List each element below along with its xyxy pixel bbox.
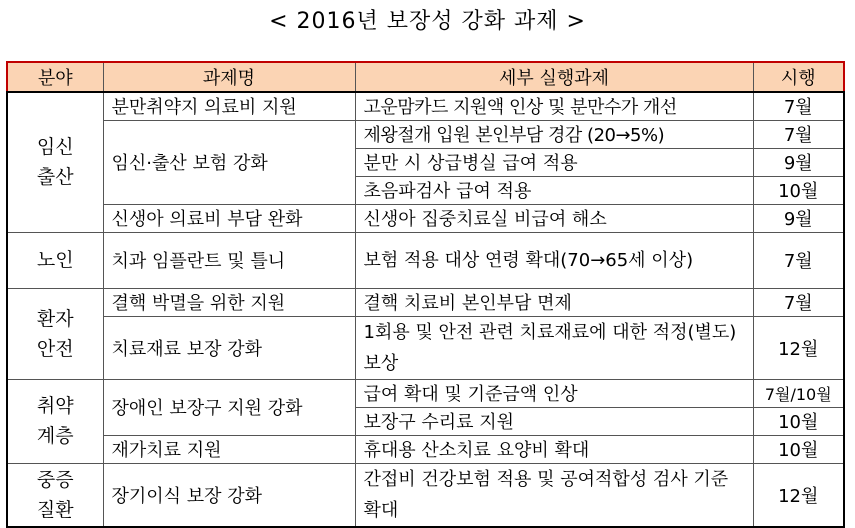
date-cell: 12월 bbox=[753, 463, 844, 527]
date-cell: 10월 bbox=[753, 407, 844, 435]
date-cell: 7월 bbox=[753, 232, 844, 288]
detail-cell: 고운맘카드 지원액 인상 및 분만수가 개선 bbox=[355, 92, 753, 120]
detail-cell: 보장구 수리료 지원 bbox=[355, 407, 753, 435]
detail-cell: 휴대용 산소치료 요양비 확대 bbox=[355, 435, 753, 463]
category-cell: 임신 출산 bbox=[7, 92, 103, 232]
detail-cell: 분만 시 상급병실 급여 적용 bbox=[355, 148, 753, 176]
date-cell: 7월 bbox=[753, 92, 844, 120]
detail-cell: 간접비 건강보험 적용 및 공여적합성 검사 기준 확대 bbox=[355, 463, 753, 527]
task-cell: 결핵 박멸을 위한 지원 bbox=[103, 288, 355, 316]
detail-cell: 1회용 및 안전 관련 치료재료에 대한 적정(별도) 보상 bbox=[355, 316, 753, 379]
category-cell: 환자 안전 bbox=[7, 288, 103, 379]
detail-cell: 제왕절개 입원 본인부담 경감 (20→5%) bbox=[355, 120, 753, 148]
task-cell: 치료재료 보장 강화 bbox=[103, 316, 355, 379]
task-cell: 분만취약지 의료비 지원 bbox=[103, 92, 355, 120]
page-title: < 2016년 보장성 강화 과제 > bbox=[269, 9, 586, 34]
task-cell: 장기이식 보장 강화 bbox=[103, 463, 355, 527]
header-detail: 세부 실행과제 bbox=[355, 62, 753, 92]
date-cell: 9월 bbox=[753, 204, 844, 232]
task-cell: 장애인 보장구 지원 강화 bbox=[103, 379, 355, 435]
date-cell: 12월 bbox=[753, 316, 844, 379]
date-cell: 10월 bbox=[753, 176, 844, 204]
task-cell: 신생아 의료비 부담 완화 bbox=[103, 204, 355, 232]
header-category: 분야 bbox=[7, 62, 103, 92]
date-cell: 9월 bbox=[753, 148, 844, 176]
policy-table bbox=[6, 61, 845, 528]
detail-cell: 신생아 집중치료실 비급여 해소 bbox=[355, 204, 753, 232]
task-cell: 치과 임플란트 및 틀니 bbox=[103, 232, 355, 288]
date-cell: 7월/10월 bbox=[753, 379, 844, 407]
detail-cell: 초음파검사 급여 적용 bbox=[355, 176, 753, 204]
header-task: 과제명 bbox=[103, 62, 355, 92]
task-cell: 재가치료 지원 bbox=[103, 435, 355, 463]
date-cell: 7월 bbox=[753, 288, 844, 316]
date-cell: 7월 bbox=[753, 120, 844, 148]
task-cell: 임신·출산 보험 강화 bbox=[103, 120, 355, 204]
detail-cell: 급여 확대 및 기준금액 인상 bbox=[355, 379, 753, 407]
category-cell: 취약 계층 bbox=[7, 379, 103, 463]
date-cell: 10월 bbox=[753, 435, 844, 463]
detail-cell: 결핵 치료비 본인부담 면제 bbox=[355, 288, 753, 316]
category-cell: 노인 bbox=[7, 232, 103, 288]
detail-cell: 보험 적용 대상 연령 확대(70→65세 이상) bbox=[355, 232, 753, 288]
header-date: 시행 bbox=[753, 62, 844, 92]
category-cell: 중증 질환 bbox=[7, 463, 103, 527]
